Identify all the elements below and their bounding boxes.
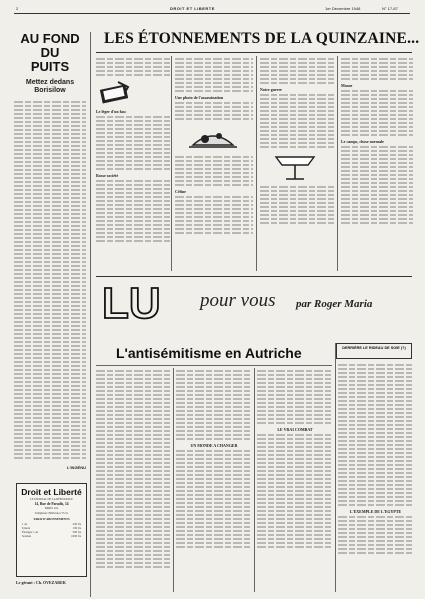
heading-leger: Le léger d'un fasc: [96, 109, 127, 114]
article-rule: [96, 365, 332, 366]
ad-rates-table: [17, 521, 86, 539]
heading-lampe: Le camps, chose normale: [341, 139, 384, 144]
column-4-intro: [341, 58, 413, 80]
sidebar-subtitle-line-2: Borisilow: [34, 87, 66, 94]
column-3-body: [260, 94, 334, 148]
rate-label: Étranger 1 an: [22, 530, 39, 534]
column-3-body-2: [260, 186, 334, 224]
column-3: [260, 56, 334, 271]
running-title: DROIT ET LIBERTE: [170, 6, 215, 11]
column-1-body-2: [96, 180, 170, 242]
sidebar-subtitle: [14, 79, 86, 95]
heading-photo: Une photo de l'assassination: [175, 95, 224, 100]
sidebar-subtitle-line-1: Mettez dedans: [25, 79, 75, 86]
article-column-4-text-2: [338, 516, 413, 554]
section-monde: UN MONDE A CHANGER: [190, 443, 238, 448]
lu-top-rule: [96, 276, 412, 277]
column-divider: [256, 56, 257, 271]
heading-mosne: Mosne: [341, 83, 353, 88]
banner-headline: LES ÉTONNEMENTS DE LA QUINZAINE...: [104, 30, 420, 47]
egypt-heading: L'EXEMPLE DE L'EGYPTE: [349, 509, 402, 514]
article-column-1-text: [96, 370, 171, 568]
ad-rates-label: TARIF D'ABONNEMENTS: [33, 517, 70, 521]
column-4: [341, 56, 413, 271]
ad-tagline: LE JOURNAL DE LA RÉSISTANCE: [30, 498, 73, 501]
article-divider: [335, 343, 336, 592]
article-column-1: [96, 368, 171, 592]
article-divider: [254, 368, 255, 592]
article-column-4: [338, 362, 413, 592]
column-2: [175, 56, 253, 271]
column-1-intro: [96, 58, 170, 76]
boxed-heading: DERRIÈRE LE RIDEAU DE SOIE (?): [336, 343, 412, 359]
lu-logo: LU: [102, 279, 161, 328]
rate-label: Soutien: [22, 534, 32, 538]
column-2-body: [175, 102, 253, 120]
rate-value: 130 frs: [72, 526, 81, 530]
header-issue: N° 17-87: [382, 6, 398, 11]
sidebar-signature: L'INGÉNU: [67, 465, 86, 470]
lu-author: par Roger Maria: [296, 298, 373, 310]
sidebar-title-line-3: PUITS: [30, 59, 70, 74]
ad-phone: Téléphone: PROvence 55-51: [34, 511, 69, 515]
article-divider: [173, 368, 174, 592]
column-1-body: [96, 116, 170, 170]
ad-masthead: Droit et Liberté: [21, 487, 82, 497]
subscription-box: [16, 483, 87, 577]
article-column-3: [257, 368, 333, 592]
sidebar-column: [14, 32, 86, 472]
rate-value: 1000 frs: [71, 534, 81, 538]
ad-address: 14, Rue de Paradis, 14: [34, 502, 69, 506]
rate-value: 500 frs: [72, 530, 81, 534]
heading-rosse: Rosse société: [96, 173, 119, 178]
column-3-illustration: [268, 151, 322, 183]
article-column-2-text: [176, 370, 252, 440]
sidebar-title-line-1: AU FOND: [20, 32, 80, 46]
header-rule: [14, 13, 410, 14]
column-2-intro: [175, 58, 253, 92]
article-column-3-text-2: [257, 434, 333, 548]
heading-celine: Céline: [175, 189, 186, 194]
sidebar-text: [14, 101, 86, 459]
ad-city: PARIS 10e: [44, 506, 59, 510]
rate-label: 6 mois: [22, 526, 31, 530]
rate-row: [22, 534, 81, 538]
article-column-4-text: [338, 364, 413, 506]
article-column-2: [176, 368, 252, 592]
section-combat: LE VRAI COMBAT: [277, 427, 313, 432]
column-1-illustration: [98, 78, 132, 106]
article-title: L'antisémitisme en Autriche: [116, 345, 302, 361]
ad-gerant: Le gérant : Ch. OVEZAREK: [16, 580, 66, 585]
column-2-body-2: [175, 156, 253, 186]
column-4-body: [341, 90, 413, 136]
sidebar-title: [14, 32, 86, 74]
column-divider: [171, 56, 172, 271]
column-2-illustration: [185, 123, 241, 153]
lu-pour-vous: pour vous: [200, 290, 276, 311]
column-2-body-3: [175, 196, 253, 234]
banner-rule: [96, 52, 412, 53]
page-number: 2: [16, 6, 19, 11]
header-date: 1er Décembre 1948: [325, 6, 361, 11]
column-1: [96, 56, 170, 271]
article-column-3-text: [257, 370, 333, 424]
sidebar-title-line-2: DU: [40, 45, 60, 60]
rate-value: 250 frs: [72, 522, 81, 526]
article-column-2-text-2: [176, 450, 252, 548]
sidebar-divider: [90, 32, 91, 597]
rate-label: 1 an: [22, 522, 28, 526]
column-4-body-2: [341, 146, 413, 224]
heading-guerre: Notre guerre: [260, 87, 282, 92]
column-3-intro: [260, 58, 334, 84]
column-divider: [337, 56, 338, 271]
